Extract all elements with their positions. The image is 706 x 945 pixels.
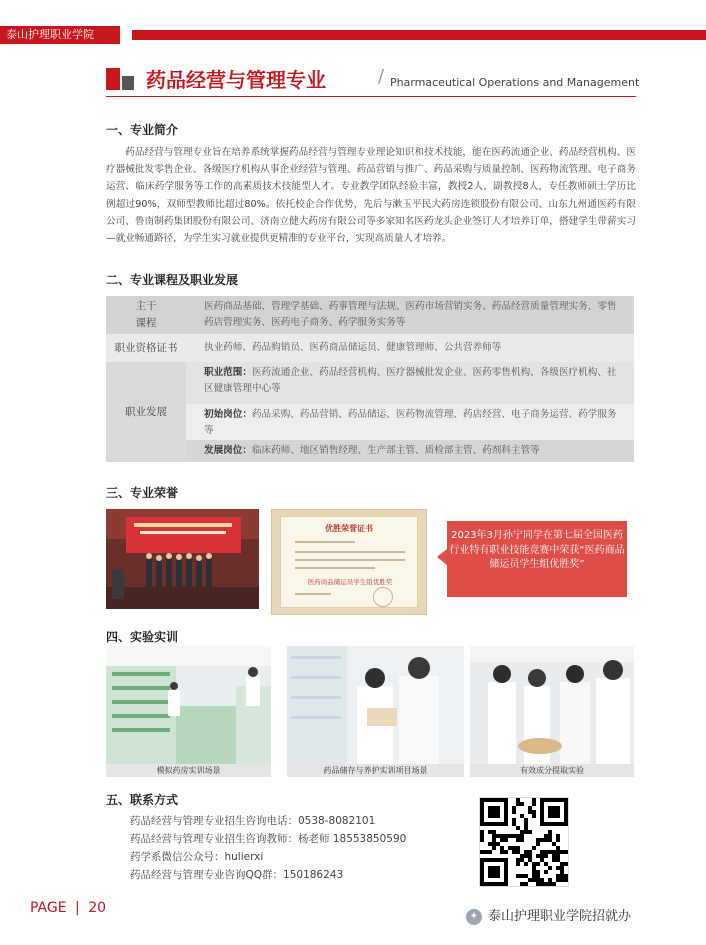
contact-teacher: 药品经营与管理专业招生咨询教师：杨老师 18553850590	[130, 833, 407, 845]
table-row	[106, 362, 634, 462]
pharmacy-training-photo	[106, 646, 271, 764]
table-row	[106, 334, 634, 362]
caption-pharmacy-training: 模拟药房实训场景	[106, 764, 271, 777]
row-label-main-courses: 主干 课程	[106, 296, 186, 334]
career-initial-posts: 初始岗位：药品采购、药品营销、药品储运、医药物流管理、药店经营、电子商务运营、药学服务等	[186, 404, 634, 440]
seal-stamp-icon	[373, 587, 393, 607]
table-row	[106, 296, 634, 334]
section-title-honors: 三、专业荣誉	[106, 486, 179, 500]
course-career-table	[106, 296, 634, 462]
career-advanced-posts: 发展岗位：临床药师、地区销售经理、生产部主管、质检部主管、药剂科主管等	[186, 440, 634, 462]
career-scope: 职业范围：医药流通企业、药品经营机构、医疗器械批发企业、医药零售机构、各级医疗机构、社区健康管理中心等	[186, 362, 634, 404]
certificate-title: 优胜荣誉证书	[325, 524, 373, 533]
header-gray-square-icon	[122, 76, 134, 90]
intro-paragraph: 药品经营与管理专业旨在培养系统掌握药品经营与管理专业理论知识和技术技能，能在医药流通企业、药品经营机构、医疗器械批发零售企业、各级医疗机构从事企业经营与管理、药品营销与推广、药品采购与质量控制、医药物流管理、电子商务运营、临床药学服务等工作的高素质技术技能型人才。专业教学团队经验丰富，教授2人，副教授8人，专任教师硕士学历比例超过90%，双师型教师比超过80%。依托校企合作优势，先后与漱玉平民大药房连锁股份有限公司、山东九州通医药有限公司、鲁南制药集团股份有限公司、济南立健大药房有限公司等多家知名医药龙头企业签订人才培养订单，搭建学生带薪实习—就业畅通路径，为学生实习就业提供更精准的专业平台，实现高质量人才培养。	[106, 147, 636, 245]
header-rule	[106, 96, 636, 97]
school-name-tab: 泰山护理职业学院	[0, 26, 120, 44]
award-ceremony-photo	[106, 509, 259, 609]
page-subtitle-en: Pharmaceutical Operations and Management	[390, 76, 640, 89]
title-slash: /	[378, 66, 385, 87]
row-text-certificates: 执业药师、药品购销员、医药商品储运员、健康管理师、公共营养师等	[186, 334, 634, 362]
page-title: 药品经营与管理专业	[146, 68, 326, 92]
top-red-rule	[132, 30, 706, 40]
honor-certificate	[271, 509, 427, 615]
section-title-courses: 二、专业课程及职业发展	[106, 273, 239, 287]
certificate-award-line: 医药商品储运员学生组优胜奖	[307, 578, 393, 586]
row-label-career: 职业发展	[106, 362, 186, 462]
qr-code-icon[interactable]	[479, 797, 569, 887]
header-red-square-icon	[106, 68, 120, 90]
extraction-experiment-photo	[470, 646, 634, 764]
drug-storage-training-photo	[287, 646, 464, 764]
wechat-icon: ✦	[466, 909, 482, 925]
section-title-intro: 一、专业简介	[106, 123, 179, 137]
section-title-training: 四、实验实训	[106, 630, 179, 644]
row-text-main-courses: 医药商品基础、管理学基础、药事管理与法规、医药市场营销实务、药品经营质量管理实务、零售药店管理实务、医药电子商务、药学服务实务等	[186, 296, 634, 334]
award-note-box: 2023年3月孙宁同学在第七届全国医药行业特有职业技能竞赛中荣获“医药商品储运员学生组优胜奖”	[447, 521, 627, 597]
contact-info	[130, 812, 406, 884]
wechat-watermark: ✦ 泰山护理职业学院招就办	[466, 905, 631, 925]
contact-wechat: 药学系微信公众号：hulierxi	[130, 851, 264, 863]
top-banner	[0, 26, 706, 44]
caption-storage-training: 药品储存与养护实训项目场景	[287, 764, 464, 777]
contact-qq-group: 药品经营与管理专业咨询QQ群：150186243	[130, 869, 344, 881]
contact-phone: 药品经营与管理专业招生咨询电话：0538-8082101	[130, 815, 376, 827]
section-title-contact: 五、联系方式	[106, 793, 179, 807]
row-label-certificates: 职业资格证书	[106, 334, 186, 362]
page-number: PAGE | 20	[30, 900, 107, 916]
caption-extraction-experiment: 有效成分提取实验	[470, 764, 634, 777]
page-header	[106, 64, 640, 98]
